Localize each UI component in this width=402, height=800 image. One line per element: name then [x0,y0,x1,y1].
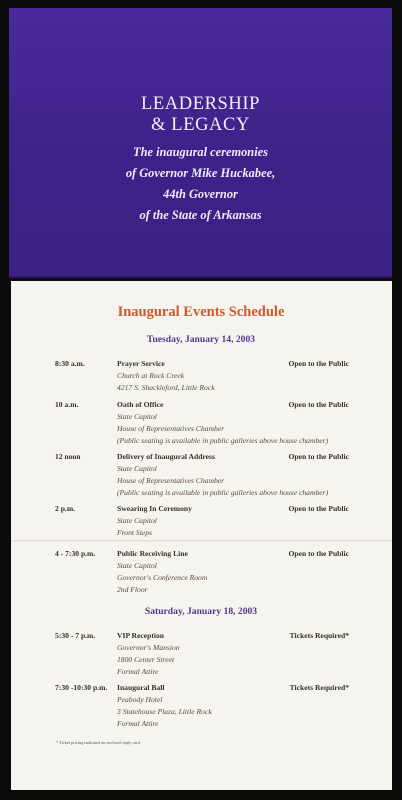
event-detail-line: House of Representatives Chamber [117,424,225,433]
brand-line-2: & LEGACY [151,115,250,135]
event-name: Swearing In Ceremony [117,504,192,513]
event-details [117,411,377,447]
day-heading: Saturday, January 18, 2003 [144,606,258,617]
event-name: Inaugural Ball [117,683,165,692]
subtitle-line: 44th Governor [163,187,238,201]
subtitle-line: The inaugural ceremonies [133,145,268,159]
event-access: Open to the Public [288,452,349,461]
event-time: 10 a.m. [55,400,79,409]
event-detail-line: Church at Rock Creek [117,371,185,380]
event-detail-line: Peabody Hotel [117,695,163,704]
event-name: Prayer Service [117,359,165,368]
event-detail-line: Formal Attire [117,667,159,676]
event-details [117,560,377,596]
event-time: 4 - 7:30 p.m. [55,549,96,558]
event-access: Open to the Public [288,359,349,368]
cover-subtitle [9,142,392,226]
event-detail-line: House of Representatives Chamber [117,476,225,485]
event-detail-line: 1800 Center Street [117,655,175,664]
event-name: Oath of Office [117,400,164,409]
event-name: Public Receiving Line [117,549,188,558]
event-access: Tickets Required* [289,683,349,692]
event-detail-line: 2nd Floor [117,585,148,594]
event-detail-line: State Capitol [117,561,157,570]
event-time: 12 noon [55,452,81,461]
event-time: 2 p.m. [55,504,76,513]
event-detail-line: State Capitol [117,412,157,421]
event-detail-line: (Public seating is available in public galleries above house chamber) [117,488,329,497]
event-time: 7:30 -10:30 p.m. [55,683,108,692]
subtitle-line: of Governor Mike Huckabee, [125,166,276,180]
event-access: Open to the Public [288,549,349,558]
day-heading: Tuesday, January 14, 2003 [146,334,256,345]
event-time: 8:30 a.m. [55,359,85,368]
event-details [117,515,377,539]
event-detail-line: 3 Statehouse Plaza, Little Rock [117,707,212,716]
cover-panel [9,8,392,278]
event-name: Delivery of Inaugural Address [117,452,215,461]
event-access: Open to the Public [288,400,349,409]
schedule-title: Inaugural Events Schedule [117,304,285,320]
event-time: 5:30 - 7 p.m. [55,631,96,640]
event-details [117,642,377,678]
event-details [117,370,377,394]
event-detail-line: Governor's Mansion [117,643,180,652]
event-detail-line: State Capitol [117,516,157,525]
event-access: Tickets Required* [289,631,349,640]
event-detail-line: (Public seating is available in public galleries above house chamber) [117,436,329,445]
event-details [117,694,377,730]
event-detail-line: Governor's Conference Room [117,573,208,582]
ticket-footnote: * Ticket pricing indicated on enclosed reply card [56,740,140,745]
event-details [117,463,377,499]
event-name: VIP Reception [117,631,165,640]
brand-logo-text [9,94,392,136]
event-detail-line: Front Steps [117,528,152,537]
brand-line-1: LEADERSHIP [140,94,261,114]
event-detail-line: State Capitol [117,464,157,473]
event-detail-line: 4217 S. Shackleford, Little Rock [117,383,215,392]
fold-crease [11,540,392,542]
event-access: Open to the Public [288,504,349,513]
event-detail-line: Formal Attire [117,719,159,728]
subtitle-line: of the State of Arkansas [139,208,262,222]
